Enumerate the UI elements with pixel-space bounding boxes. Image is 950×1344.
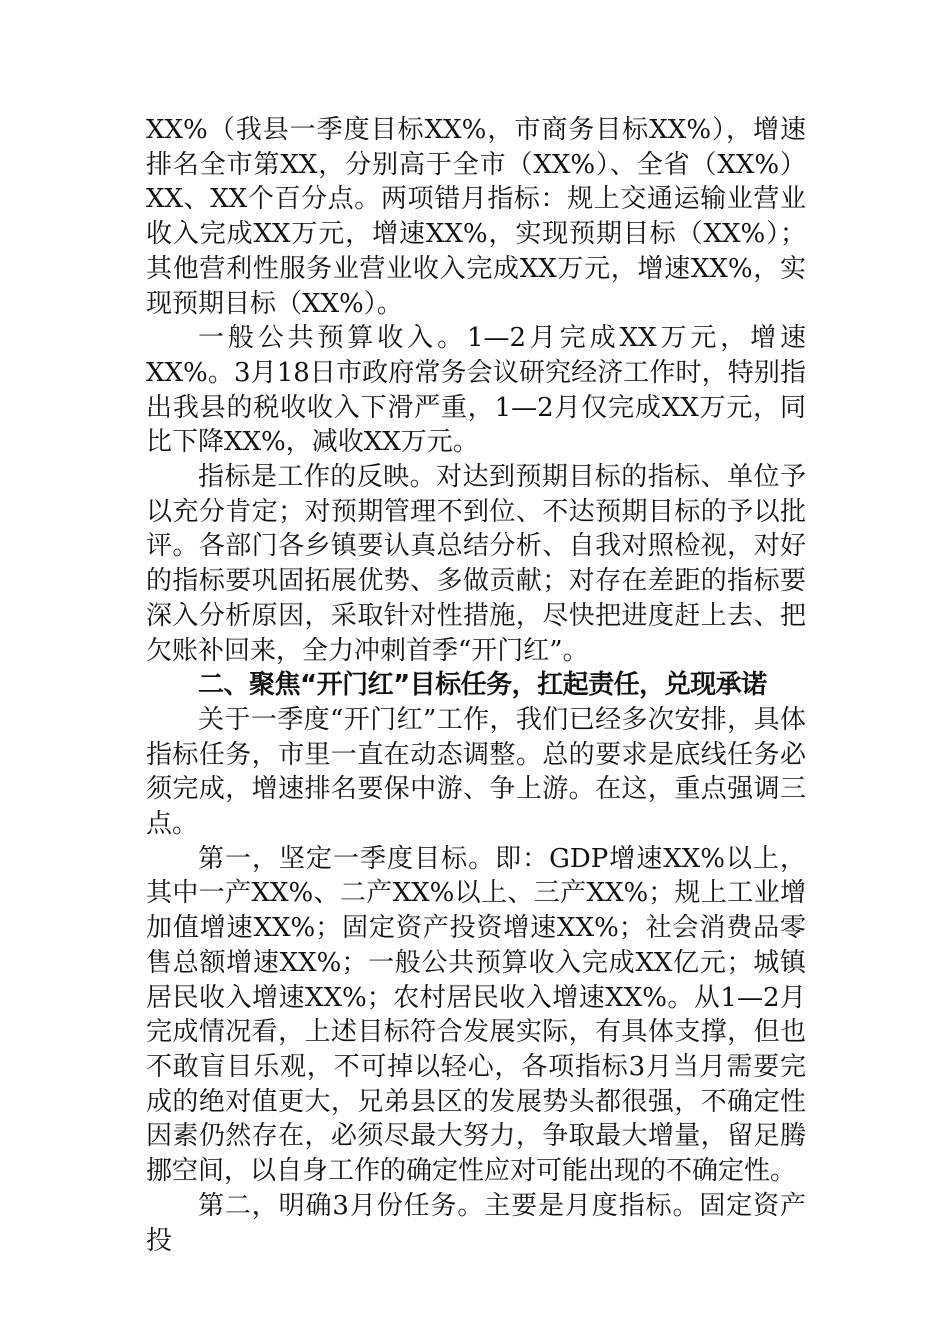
paragraph-first-point: 第一，坚定一季度目标。即：GDP增速XX%以上，其中一产XX%、二产XX%以上、三产XX%；规上工业增加值增速XX%；固定资产投资增速XX%；社会消费品零售总额增速XX%；一般公共预算收入完成XX亿元；城镇居民收入增速XX%；农村居民收入增速XX%。从1—2月完成情况看，上述目标符合发展实际，有具体支撑，但也不敢盲目乐观，不可掉以轻心，各项指标3月当月需要完成的绝对值更大，兄弟县区的发展势头都很强，不确定性因素仍然存在，必须尽最大努力，争取最大增量，留足腾挪空间，以自身工作的确定性应对可能出现的不确定性。 (146, 843, 806, 1187)
section-heading: 二、聚焦“开门红”目标任务，扛起责任，兑现承诺 (198, 670, 767, 701)
paragraph-revenue: 一般公共预算收入。1—2月完成XX万元，增速XX%。3月18日市政府常务会议研究经济工作时，特别指出我县的税收收入下滑严重，1—2月仅完成XX万元，同比下降XX%，减收XX万元。 (146, 323, 806, 458)
document-body (146, 113, 806, 1258)
paragraph-q1-work: 关于一季度“开门红”工作，我们已经多次安排，具体指标任务，市里一直在动态调整。总的要求是底线任务必须完成，增速排名要保中游、争上游。在这，重点强调三点。 (146, 704, 806, 840)
paragraph-continuation: XX%（我县一季度目标XX%，市商务目标XX%），增速排名全市第XX，分别高于全市（XX%）、全省（XX%）XX、XX个百分点。两项错月指标：规上交通运输业营业收入完成XX万元，增速XX%，实现预期目标（XX%）；其他营利性服务业营业收入完成XX万元，增速XX%，实现预期目标（XX%）。 (146, 115, 806, 319)
paragraph-second-point: 第二，明确3月份任务。主要是月度指标。固定资产投 (146, 1190, 806, 1256)
paragraph-indicators: 指标是工作的反映。对达到预期目标的指标、单位予以充分肯定；对预期管理不到位、不达预期目标的予以批评。各部门各乡镇要认真总结分析、自我对照检视，对好的指标要巩固拓展优势、多做贡献；对存在差距的指标要深入分析原因，采取针对性措施，尽快把进度赶上去、把欠账补回来，全力冲刺首季“开门红”。 (146, 462, 806, 666)
